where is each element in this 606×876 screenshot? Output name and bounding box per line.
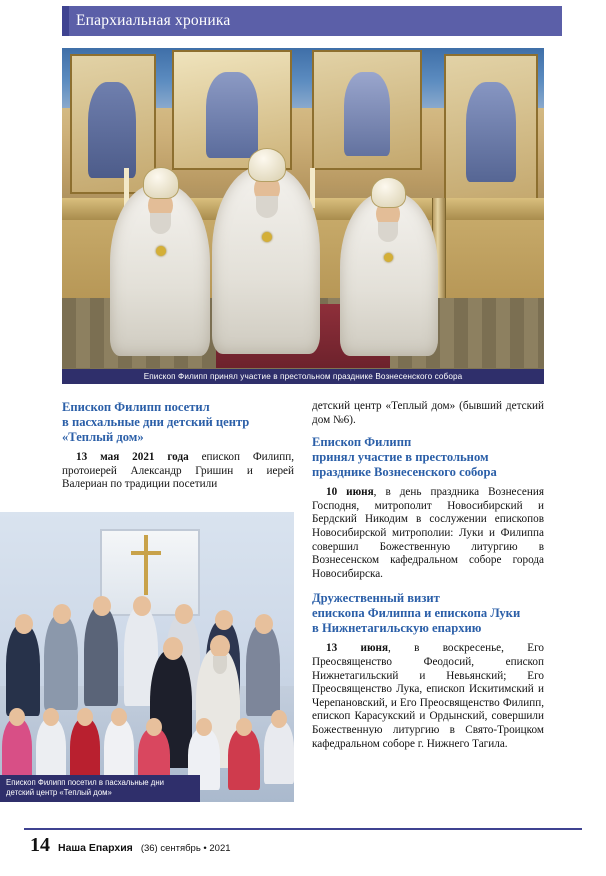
article3-heading-line2: епископа Филиппа и епископа Луки <box>312 606 521 621</box>
article1-text: епископ Филипп, протоиерей Александр Гришин и иерей Валериан по традиции посетили <box>62 451 294 491</box>
page-header-bar <box>62 6 562 36</box>
article2-text: , в день праздника Вознесения Господня, митрополит Новосибирский и Бердский Никодим в сослужении епископов Новосибирской митрополии: Луки и Филиппа совершил Божественную литургию в Вознесенском кафедральном соборе города Новосибирска. <box>312 486 544 580</box>
children-center-illustration <box>0 512 294 802</box>
article2-lead: 10 июня <box>326 486 374 499</box>
right-column <box>312 400 544 759</box>
header-accent-block <box>62 6 69 36</box>
page-number: 14 <box>30 834 50 856</box>
bottom-photo-caption: Епископ Филипп посетил в пасхальные дни детский центр «Теплый дом» <box>0 775 200 802</box>
top-photo <box>62 48 544 384</box>
bishop-left <box>110 166 210 356</box>
article2-heading-line1: Епископ Филипп <box>312 435 412 450</box>
top-photo-caption: Епископ Филипп принял участие в престольном празднике Вознесенского собора <box>62 369 544 384</box>
page-footer <box>0 828 606 858</box>
article3-heading-line3: в Нижнетагильскую епархию <box>312 621 482 636</box>
article2-heading <box>312 435 544 480</box>
article1-lead: 13 мая 2021 года <box>76 451 189 463</box>
bishop-center <box>212 144 320 354</box>
issue-info: (36) сентябрь • 2021 <box>140 843 231 854</box>
publication-title: Наша Епархия <box>58 842 133 854</box>
article1-body <box>62 451 294 492</box>
article2-heading-line3: празднике Вознесенского собора <box>312 465 497 480</box>
article3-heading <box>312 591 544 636</box>
article1-continuation: детский центр «Теплый дом» (бывший детский дом №6). <box>312 400 544 426</box>
article1-heading <box>62 400 294 445</box>
bottom-photo <box>0 512 294 802</box>
left-column <box>62 400 294 500</box>
article1-heading-line2: в пасхальные дни детский центр <box>62 415 250 429</box>
article3-text: , в воскресенье, Его Преосвященство Феодосий, епископ Нижнетагильский и Невьянский; Его Преосвященство Лука, епископ Искитимский и Черепановский, и Его Преосвященство Филипп, епископ Карасукский и Ордынский, совершили Божественную литургию в Свято-Троицком кафедральном соборе г. Нижнего Тагила. <box>312 642 544 750</box>
article1-heading-line1: Епископ Филипп посетил <box>62 400 210 414</box>
article3-body <box>312 642 544 751</box>
article3-lead: 13 июня <box>326 642 388 655</box>
article2-heading-line2: принял участие в престольном <box>312 450 489 465</box>
church-interior-illustration <box>62 48 544 384</box>
page-header-title: Епархиальная хроника <box>76 12 231 29</box>
article2-body <box>312 486 544 581</box>
bishop-right <box>340 176 438 356</box>
footer-divider <box>24 828 582 830</box>
article3-heading-line1: Дружественный визит <box>312 591 440 606</box>
article1-heading-line3: «Теплый дом» <box>62 430 144 444</box>
